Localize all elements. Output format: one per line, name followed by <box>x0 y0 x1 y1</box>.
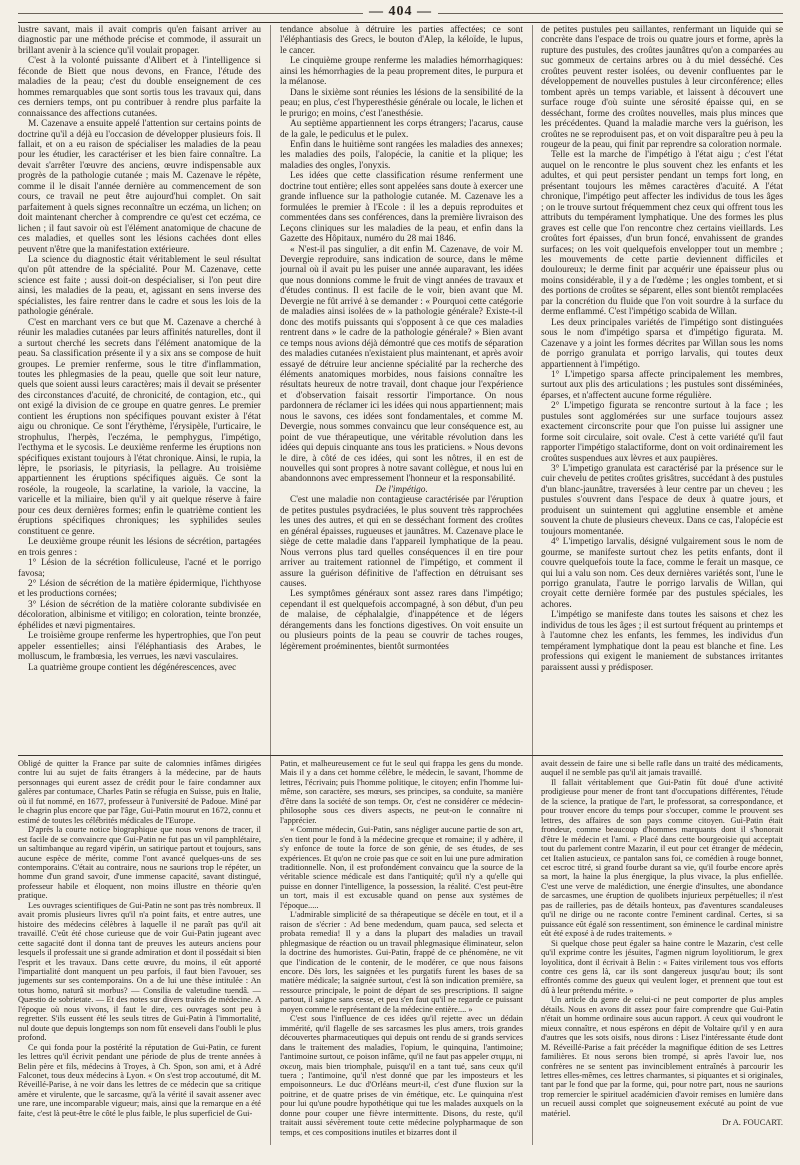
paragraph: Patin, et malheureusement ce fut le seul qui frappa les gens du monde. Mais il y a dans cet homme célèbre, le médecin, le savant, l'homme de lettres, l'écrivain; puis l'homme politique, le citoyen; enfin l'homme lui-même, son caractère, ses mœurs, ses principes, sa conduite, sa manière d'être dans la société de son temps. Or, c'est ne considérer ce médecin-philosophe sous ces divers aspects, ne peut-on le connaître ni l'apprécier. <box>280 759 523 825</box>
column-divider <box>270 25 271 1145</box>
paragraph: La quatrième groupe contient les dégénérescences, avec <box>28 662 237 673</box>
paragraph: « Comme médecin, Gui-Patin, sans négliger aucune partie de son art, s'en tient pour le fond à la médecine grecque et romaine; il y adhère, il s'y enfonce de toute la force de son génie, de ses études, de ses expériences. Et qu'on ne croie pas que ce soit en lui une pure admiration traditionnelle. Non, il est profondément convaincu que la source de la véritable science médicale est dans l'antiquité; qu'il n'y a qu'elle qui puisse en donner l'intelligence, la possession, la réalité. C'est peut-être un tort, mais il est excusable quand on pense aux systèmes de l'époque..... <box>280 825 523 910</box>
lower-column-2 <box>280 759 523 1155</box>
paragraph: L'admirable simplicité de sa thérapeutique se décèle en tout, et il a raison de s'écrier : Ad bene medendum, quam pauca, sed selecta et probata remedia! Il y a dans la plupart des maladies un travail phlegmasique de réaction ou un travail phlegmasique éliminateur, selon la doctrine des humoristes. Gui-Patin, frappé de ce phénomène, ne vit que l'indication de le contenir, de le modérer, ce que nous faisons encore. Dès lors, les saignées et les purgatifs furent les bases de sa matière médicale; la saignée surtout, c'est là son indication première, sa ressource principale, le point de départ de ses prescriptions. Il saigne partout, il saigne sans cesse, et peu s'en faut qu'il ne regarde ce puissant moyen comme le représentant de la médecine entière.... » <box>280 910 523 1014</box>
paragraph: 2° L'impetigo figurata se rencontre surtout à la face ; les pustules sont agglomérées sur une surface toujours assez exactement circonscrite pour que l'on puisse lui assigner une forme soit circulaire, soit ovale. C'est à cette variété qu'il faut rapporter l'impétigo stalactiforme, dont on voit ordinairement les croûtes suspendues aux lèvres et aux paupières. <box>541 401 783 464</box>
page-header <box>18 4 783 22</box>
page-number: — 404 — <box>18 4 783 20</box>
paragraph: C'est sous l'influence de ces idées qu'il rejette avec un dédain immérité, qu'il flagelle de ses sarcasmes les plus amers, trois grandes découvertes pharmaceutiques qui depuis ont rendu de si grands services dans le traitement des maladies, l'opium, le quinquina, l'antimoine; l'antimoine surtout, ce poison infâme, qu'il ne faut pas appeler στιμμι, ni σκευη, mais bien triomphale, puisqu'il en a tant tué, sans ceux qu'il tuera ; l'antimoine, qu'il n'est donné que par les imposteurs et les empoisonneurs. Le duc d'Orléans meurt-il, c'est d'une fluxion sur la poitrine, et de quatre prises de vin émétique, etc. Le quinquina n'est pour lui qu'une poudre hypothétique qui tue les malades auxquels on la donne pour couper une fièvre intermittente. Disons, du reste, qu'il traitait aussi sévèrement toute cette médecine polypharmaque de son temps, et ces compositions inutiles et bizarres dont il <box>280 1014 523 1137</box>
paragraph: La science du diagnostic était véritablement le seul résultat qu'on pût attendre de la spécialité. Pour M. Cazenave, cette science est faite ; aussi doit-on despécialiser, si l'on peut dire ainsi, les maladies de la peau, et, agissant en sens inverse des spécialistes, les faire rentrer dans le cadre et sous les lois de la pathologie générale. <box>18 254 261 318</box>
paragraph: lustre savant, mais il avait compris qu'en faisant arriver au diagnostic par une méthode précise et commode, il assurait un brillant avenir à la science qu'il voulait propager. <box>18 25 261 56</box>
feuilleton-rule <box>18 755 783 756</box>
section-heading: De l'impétigo. <box>375 484 428 495</box>
paragraph: Les idées que cette classification résume renferment une doctrine tout entière; elles sont appelées sans doute à exercer une grande influence sur la pathologie cutanée. M. Cazenave les a formulées le premier à l'Ecole : il les a depuis reproduites et commentées dans ses conférences, dans la première livraison des Leçons cliniques sur les maladies de la peau, et enfin dans la Gazette des Hôpitaux, numéro du 28 mai 1846. <box>280 171 523 245</box>
paragraph: Les deux principales variétés de l'impétigo sont distinguées sous le nom d'impétigo sparsa et d'impétigo figurata. M. Cazenave y a joint les formes décrites par Willan sous les noms de porrigo granulata et porrigo larvalis, qui toutes deux appartiennent à l'impétigo. <box>541 317 783 370</box>
upper-column-3 <box>541 25 783 752</box>
paragraph: Les symptômes généraux sont assez rares dans l'impétigo; cependant il est quelquefois accompagné, à son début, d'un peu de malaise, de céphalalgie, d'inappétence et de légers dérangements dans les fonctions digestives. On voit ensuite un ou plusieurs points de la peau se couvrir de taches rouges, légèrement proéminentes, bientôt surmontées <box>280 589 523 652</box>
top-rule <box>18 22 783 23</box>
lower-column-1 <box>18 759 261 1155</box>
paragraph: Le cinquième groupe renferme les maladies hémorrhagiques: ainsi les hémorrhagies de la peau proprement dites, le purpura et la mélanose. <box>280 56 523 88</box>
paragraph: Obligé de quitter la France par suite de calomnies infâmes dirigées contre lui au sujet de faits étrangers à la médecine, par de hauts personnages qui eurent assez de crédit pour le faire condamner aux galères par contumace, Charles Patin se réfugia en Suisse, puis en Italie, où il fut nommé, en 1677, professeur à l'université de Padoue. Miné par le chagrin plus encore que par l'âge, Gui-Patin mourut en 1672, connu et estimé de toutes les célébrités médicales de l'Europe. <box>18 759 261 825</box>
column-divider <box>532 25 533 1145</box>
paragraph: C'est une maladie non contagieuse caractérisée par l'éruption de petites pustules psydraciées, le plus souvent très rapprochées les unes des autres, et qui en se desséchant forment des croûtes en général épaisses, rugueuses et jaunâtres. M. Cazenave place le siège de cette maladie dans l'appareil lymphatique de la peau. Nous verrons plus tard quelles conséquences il en tire pour arriver au traitement rationnel de l'impétigo, et comment il assure la guérison définitive de l'affection en détruisant ses causes. <box>280 495 523 590</box>
paragraph: Au septième appartiennent les corps étrangers; l'acarus, cause de la gale, le pediculus et le pulex. <box>280 119 523 140</box>
paragraph: tendance absolue à détruire les parties affectées; ce sont l'éléphantiasis des Grecs, le bouton d'Alep, la kéloïde, le lupus, le cancer. <box>280 25 523 56</box>
paragraph: avait dessein de faire une si belle rafle dans un traité des médicaments, auquel il ne semble pas qu'il ait jamais travaillé. <box>541 759 783 778</box>
paragraph: 4° L'impetigo larvalis, désigné vulgairement sous le nom de gourme, se manifeste surtout chez les petits enfants, dont il couvre quelquefois toute la face, comme le ferait un masque, ce qui lui a valu son nom. Ces deux dernières variétés sont, l'une le porrigo granulata, l'autre le porrigo larvalis de Willan, qui croyait cette dernière formée par des pustules spéciales, les achores. <box>541 537 783 610</box>
paragraph: Dans le sixième sont réunies les lésions de la sensibilité de la peau; en plus, c'est l'hyperesthésie générale ou locale, le lichen et le prurigo; en moins, c'est l'anesthésie. <box>280 87 523 119</box>
paragraph: 2° Lésion de sécrétion de la matière épidermique, l'ichthyose et les productions cornées; <box>18 579 261 600</box>
paragraph: 1° L'impetigo sparsa affecte principalement les membres, surtout aux plis des articulations ; les pustules sont disséminées, éparses, et n'affectent aucune forme régulière. <box>541 369 783 401</box>
paragraph: Telle est la marche de l'impétigo à l'état aigu ; c'est l'état auquel on le rencontre le plus souvent chez les enfants et les adultes, et qui peut persister pendant un temps fort long, en présentant toujours les mêmes caractères d'acuité. A l'état chronique, l'impétigo peut affecter les individus de tous les âges ; on le trouve surtout fréquemment chez ceux qui offrent tous les attributs du tempérament lymphatique. Une des formes les plus graves est celle que l'on rencontre chez certains vieillards. Les croûtes fort épaisses, d'un brun foncé, envahissent de grandes surfaces; on les voit quelquefois envelopper tout un membre ; les mouvements de cette partie deviennent difficiles et douloureux; le derme finit par acquérir une épaisseur plus ou moins considérable, il y a de l'œdème ; les ongles tombent, et si des portions de croûtes se séparent, elles sont bientôt remplacées par la concrétion du fluide que l'on voit sourdre à la surface du derme enflammé. C'est l'impétigo scabida de Willan. <box>541 150 783 318</box>
paragraph: L'impétigo se manifeste dans toutes les saisons et chez les individus de tous les âges ; il est surtout fréquent au printemps et à l'automne chez les enfants, les femmes, les individus d'un tempérament lymphatique dont la peau est blanche et fine. Les professions qui exigent le maniement de substances irritantes paraissent aussi y prédisposer. <box>541 610 783 673</box>
upper-column-1 <box>18 25 261 752</box>
paragraph: « N'est-il pas singulier, a dit enfin M. Cazenave, de voir M. Devergie reproduire, sans indication de source, dans le même journal où il avait pu les puiser une année auparavant, les idées que nous donnions comme le fruit de vingt années de travaux et d'études continus. Il est facile de le voir, bien avant que M. Devergie ne fût arrivé à se demander : « Pourquoi cette catégorie de maladies ainsi isolées de » la pathologie générale? Existe-t-il donc des motifs puissants qui s'opposent à ce que ces maladies rentrent dans » le cadre de la pathologie générale? » Bien avant ce temps nous avions déjà démontré que ces motifs de séparation des maladies cutanées n'existaient plus maintenant, et après avoir essayé de détruire leur ancienne spécialité par la recherche des éléments anatomiques morbides, nous faisions connaître les résultats heureux de notre travail, dont chaque jour l'expérience et d'observation faisait ressortir l'importance. On nous pardonnera de réclamer ici les idées qui nous appartiennent; mais nous le savons, ces idées sont fondamentales, et comme M. Devergie, nous sommes convaincu que leur conséquence est, au point de vue thérapeutique, une véritable révolution dans les idées qui depuis cinquante ans tous les praticiens. » Nous devons le dire, à côté de ces idées, qui sont les nôtres, il en est de nouvelles qui sont propres à notre savant collègue, et nous lui en abandonnons avec empressement l'honneur et la responsabilité. <box>280 244 523 485</box>
paragraph: C'est en marchant vers ce but que M. Cazenave a cherché à réunir les maladies cutanées par leurs affinités naturelles, dont il a surtout cherché les secrets dans l'élément anatomique de la peau. Sa classification présente il y a six ans se compose de huit groupes. Le premier renferme, sous le titre d'inflammation, toutes les phlegmasies de la peau, quelle que soit leur nature, quels que soient aussi leurs caractères; mais il devait se présenter des circonstances d'acuité, de chronicité, de contagion, etc., qui ont exigé la division de ce groupe en quatre genres. Le premier contient les éruptions non spécifiques pouvant exister à l'état aigu ou chronique. Ce sont l'érythème, l'érysipèle, l'urticaire, le strophulus, l'herpès, l'eczéma, le pemphygus, l'impétigo, l'ecthyma et le sycosis. Le deuxième renferme les éruptions non spécifiques existant toujours à l'état chronique. Ainsi, le rupia, la lèpre, le psoriasis, le pityriasis, la pellagre. Au troisième appartiennent les éruptions spécifiques aiguës. Ce sont la roséole, la rougeole, la scarlatine, la variole, la vaccine, la varicelle et la miliaire, bien qu'il y ait quelque réserve à faire pour ces deux dernières formes; enfin le quatrième contient les éruptions spécifiques chroniques; les syphilides seules constituent ce genre. <box>18 317 261 537</box>
author-signature: Dr A. FOUCART. <box>722 1118 783 1128</box>
upper-column-2 <box>280 25 523 752</box>
paragraph: 1° Lésion de la sécrétion folliculeuse, l'acné et le porrigo favosa; <box>18 558 261 579</box>
paragraph: Le troisième groupe renferme les hypertrophies, que l'on peut appeler essentielles; ainsi l'éléphantiasis des Arabes, le molluscum, le frambœsia, les verrues, les nævi vasculaires. <box>18 631 261 663</box>
paragraph: D'après la courte notice biographique que nous venons de tracer, il est facile de se convaincre que Gui-Patin ne fut pas un vil pamphlétaire, un saltimbanque au regard vipérin, un satirique partout et toujours, sans aucune espèce de mérite, comme l'ont avancé quelques-uns de ses contemporains. C'était au contraire, nous ne saurions trop le répéter, un homme d'un grand savoir, d'une immense capacité, savant distingué, professeur habile et éloquent, non moins illustre en théorie qu'en pratique. <box>18 825 261 901</box>
paragraph: Il fallait véritablement que Gui-Patin fût doué d'une activité prodigieuse pour mener de front tant d'occupations différentes, l'étude de la science, la pratique de l'art, le professorat, sa correspondance, et pour trouver encore du temps pour s'occuper, comme le prouvent ses lettres, des affaires de son pays comme citoyen. Gui-Patin était frondeur, comme beaucoup d'hommes marquants dont il s'honorait d'être le médecin et l'ami. « Placé dans cette bourgeoisie qui acceptait tout du parlement contre Mazarin, il eut pour cet étranger de médecin, cet Italien astucieux, ce pantalon sans foi, ce comédien à rouge bonnet, cet escroc titré, si grand fourbe durant sa vie, qu'il fourbe encore après sa mort, la haine la plus énergique, la plus vivace, la plus enfiellée. C'est une verve de malédiction, une énergie d'insultes, une abondance de sarcasmes, une éruption de quolibets injurieux perpétuelles; il n'est pas de railleries, pas de détails honteux, pas d'aventures scandaleuses qu'il ne dirige ou ne raconte contre l'eminent cardinal. Certes, si sa puissance eût égalé son ressentiment, son éminence le cardinal ministre eût été exposé à de rudes traitements. » <box>541 777 783 939</box>
paragraph: Enfin dans le huitième sont rangées les maladies des annexes; les maladies des poils, l'alopécie, la canitie et la plique; les maladies des ongles, l'onyxis. <box>280 139 523 171</box>
paragraph: Un article du genre de celui-ci ne peut comporter de plus amples détails. Nous en avons dit assez pour faire comprendre que Gui-Patin n'était un homme ordinaire sous aucun rapport. A ceux qui voudront le mieux connaître, et nous espérons en dépit de Voltaire qu'il y en aura d'autres que les sots oisifs, nous dirons : Lisez l'intéressante étude dont M. Réveillé-Parise a fait précéder la magnifique édition de ses Lettres familières. Et nous serons bien trompé, si après l'avoir lue, nos confrères ne se sentent pas invinciblement entraînés à parcourir les lettres elles-mêmes, ces lettres charmantes, si piquantes et si originales, tant par le fond que par la forme, qui, pour notre part, nous ne saurions trop remercier le spirituel académicien d'avoir remises en lumière dans un recueil aussi complet que soigneusement exécuté au point de vue matériel. <box>541 995 783 1118</box>
lower-column-3 <box>541 759 783 1155</box>
paragraph: M. Cazenave a ensuite appelé l'attention sur certains points de doctrine qu'il a déjà eu l'occasion de développer plusieurs fois. Il fallait, et on a eu raison de spécialiser les maladies de la peau pour les étudier, les caractériser et les bien faire connaître. La devait s'arrêter l'œuvre des anciens, œuvre indispensable aux progrès de la pathologie cutanée ; mais M. Cazenave le répète, comme il le disait l'année dernière au commencement de son cours, ce travail ne peut être aujourd'hui complet. On sait parfaitement à quels signes reconnaître un eczéma, un lichen; on doit maintenant chercher à comprendre ce qu'est cet eczéma, ce lichen ; il faut savoir où est l'élément anatomique de chacune de ces maladies, et quelles sont les lésions cachées dont elles peuvent n'être que la manifestation extérieure. <box>18 119 261 255</box>
paragraph: Le deuxième groupe réunit les lésions de sécrétion, partagées en trois genres : <box>18 537 261 558</box>
paragraph: Les ouvrages scientifiques de Gui-Patin ne sont pas très nombreux. Il avait promis plusieurs livres qu'il n'a point faits, et entre autres, une histoire des médecins célèbres à laquelle il ne paraît pas qu'il ait travaillé. C'eût été chose curieuse que de voir Gui-Patin jugeant avec cette sagacité dont il donna tant de preuves les auteurs anciens pour lesquels il professait une si grande admiration et dont il possédait si bien l'esprit et les travaux. Dans cette œuvre, du moins, il eût apporté l'impartialité dont manquent un peu parfois, il faut bien l'avouer, ses jugements sur ses contemporains. On a de lui une thèse intitulée : An totus homo, naturâ sit morbus? — Consilia de valetudine tuendâ. —Quæstio de sobrietate. — Et des notes sur divers traités de médecine. A l'époque où nous vivons, il faut le dire, ces ouvrages sont peu à regretter. S'ils eussent été les seuls titres de Gui-Patin à l'immortalité, nul doute que depuis longtemps son nom fût enseveli dans l'oubli le plus profond. <box>18 900 261 1043</box>
paragraph: de petites pustules peu saillantes, renfermant un liquide qui se concrète dans l'espace de trois ou quatre jours et forme, après la rupture des pustules, des croûtes jaunâtres qu'on a comparées au suc gommeux de certains arbres ou à du miel desséché. Ces croûtes peuvent rester isolées, ou devenir confluentes par le développement de nouvelles pustules à leur circonférence; elles tombent après un temps variable, et laissent à découvert une surface rouge d'où suinte une sérosité épaisse qui, en se desséchant, forme des croûtes nouvelles, mais plus minces que les précédentes. Quand la maladie marche vers la guérison, les croûtes ne se reproduisent pas, et on voit disparaître peu à peu la rougeur de la peau, qui finit par reprendre sa coloration normale. <box>541 25 783 150</box>
paragraph: Si quelque chose peut égaler sa haine contre le Mazarin, c'est celle qu'il exprime contre les jésuites, l'agmen nigrum loyolitiorum, le grex loyolitica, dont il écrivait à Belin : « Faites virilement tous vos efforts contre ces gens là, car ils sont dangereux jusqu'au bout; ils sont effrontés comme des gueux qui veulent loger, et prennent que tout est dû à leur prétendu mérite. » <box>541 938 783 995</box>
newspaper-page <box>18 0 783 1165</box>
paragraph: C'est à la volonté puissante d'Alibert et à l'intelligence si féconde de Biett que nous devons, en France, l'étude des maladies de la peau; c'est du double enseignement de ces hommes remarquables que sont sortis tous les travaux qui, dans ces derniers temps, ont pu contribuer à rendre plus parfaite la connaissance des affections cutanées. <box>18 56 261 119</box>
paragraph: 3° Lésion de sécrétion de la matière colorante subdivisée en décoloration, albinisme et vitiligo; en coloration, teinte bronzée, éphélides et nævi pigmentaires. <box>18 599 261 631</box>
paragraph: 3° L'impetigo granulata est caractérisé par la présence sur le cuir chevelu de petites croûtes grisâtres, succédant à des pustules d'un blanc-jaunâtre, traversées à leur centre par un cheveu ; les pustules s'ouvrent dans l'espace de deux à quatre jours, et produisent un suintement qui agglutine ensemble et amène souvent la chute de plusieurs cheveux. Dans ce cas, l'alopécie est toujours momentanée. <box>541 464 783 537</box>
paragraph: Ce qui fonda pour la postérité la réputation de Gui-Patin, ce furent les lettres qu'il écrivit pendant une période de plus de trente années à Belin père et fils, médecins à Troyes, à Ch. Spon, son ami, et à Adré Falconet, tous deux médecins à Lyon. « On s'est trop accoutumé, dit M. Réveillé-Parise, à ne voir dans les lettres de ce médecin que sa critique amère et virulente, que le sarcasme, qu'à la vérité il savait assener avec une rare, une incomparable vigueur; mais, ainsi que la remarque en a été faite, c'est là peut-être le côté le plus faible, le plus superficiel de Gui- <box>18 1042 261 1118</box>
